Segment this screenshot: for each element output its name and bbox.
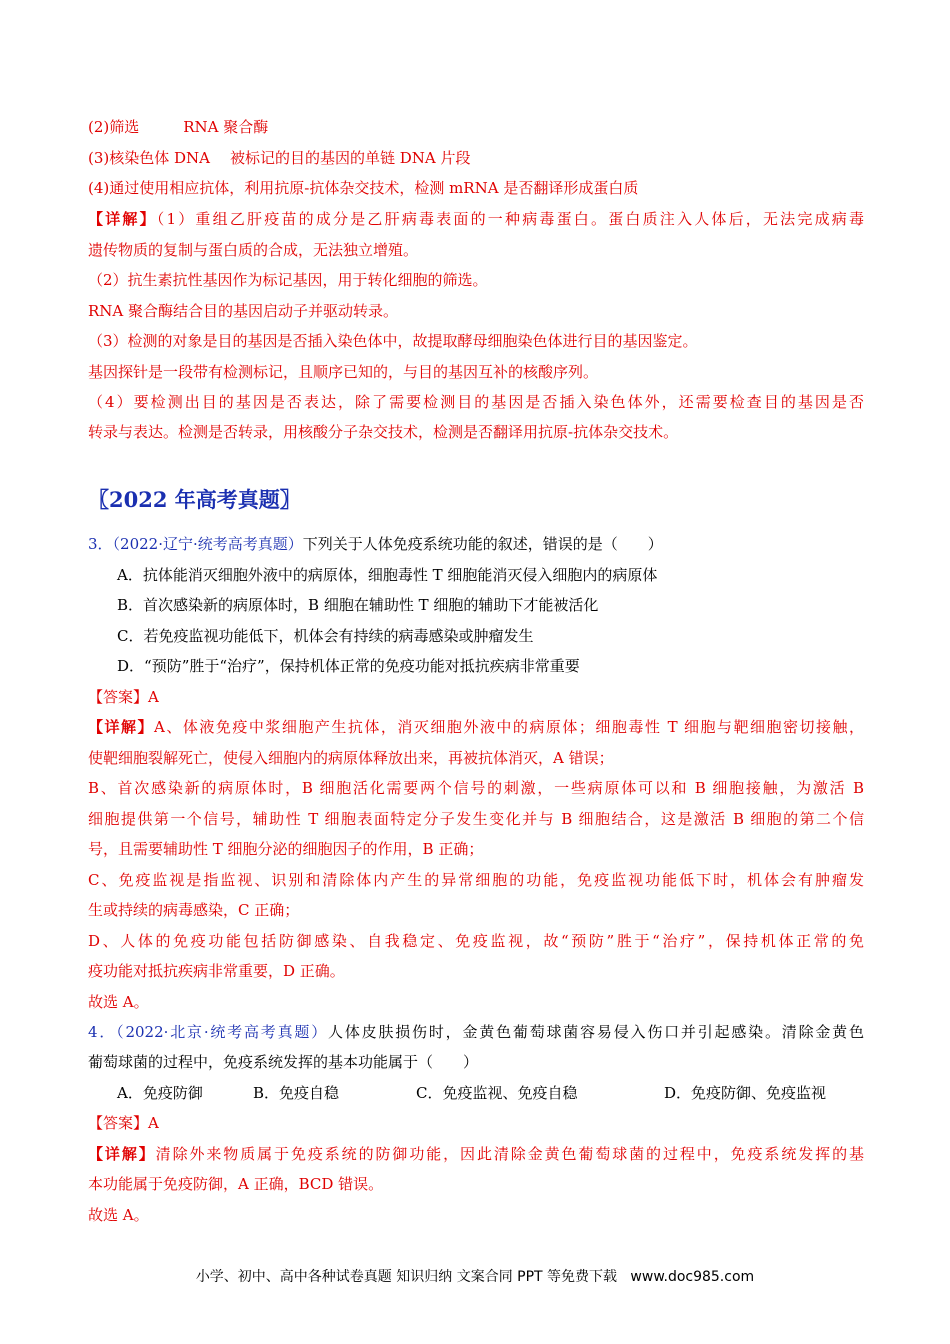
detail-line: （4）要检测出目的基因是否表达，除了需要检测目的基因是否插入染色体外，还需要检查目的基因是否: [88, 393, 864, 411]
detail-line: （3）检测的对象是目的基因是否插入染色体中，故提取酵母细胞染色体进行目的基因鉴定。: [88, 332, 698, 350]
detail-line: 基因探针是一段带有检测标记，且顺序已知的，与目的基因互补的核酸序列。: [88, 363, 599, 381]
detail-line: D、人体的免疫功能包括防御感染、自我稳定、免疫监视，故“预防”胜于“治疗”，保持机体正常的免: [88, 932, 864, 950]
detail-line: 【详解】（1）重组乙肝疫苗的成分是乙肝病毒表面的一种病毒蛋白。蛋白质注入人体后，无法完成病毒: [88, 210, 864, 228]
answer-text: RNA 聚合酶: [183, 118, 269, 136]
section-heading: 〖2022 年高考真题〗: [88, 487, 301, 512]
detail-line: 本功能属于免疫防御，A 正确，BCD 错误。: [88, 1175, 384, 1193]
question-source: （2022·北京·统考高考真题）: [116, 1023, 329, 1041]
answer-number: (2)筛选: [88, 118, 140, 136]
detail-line: 使靶细胞裂解死亡，使侵入细胞内的病原体释放出来，再被抗体消灭，A 错误；: [88, 749, 614, 767]
option-a: A．免疫防御: [117, 1084, 203, 1102]
answer-line-4: (4)通过使用相应抗体，利用抗原-抗体杂交技术，检测 mRNA 是否翻译形成蛋白质: [88, 179, 639, 197]
question-number: 4．: [88, 1023, 117, 1041]
option-d: D．“预防”胜于“治疗”，保持机体正常的免疫功能对抵抗疾病非常重要: [117, 657, 580, 675]
footer-text: 小学、初中、高中各种试卷真题 知识归纳 文案合同 PPT 等免费下载: [195, 1269, 618, 1285]
option-b: B．首次感染新的病原体时，B 细胞在辅助性 T 细胞的辅助下才能被活化: [117, 596, 599, 614]
answer-text: 被标记的目的基因的单链 DNA 片段: [230, 149, 471, 167]
detail-line: 生或持续的病毒感染，C 正确；: [88, 901, 300, 919]
option-c: C．免疫监视、免疫自稳: [416, 1084, 578, 1102]
question-number: 3．: [88, 535, 113, 553]
question-3-stem: [88, 534, 864, 554]
page-footer: [0, 1268, 950, 1286]
question-text: 下列关于人体免疫系统功能的叙述，错误的是（ ）: [302, 535, 663, 553]
detail-tag: 【详解】: [88, 210, 157, 228]
question-source: （2022·辽宁·统考高考真题）: [112, 535, 303, 553]
detail-line: B、首次感染新的病原体时，B 细胞活化需要两个信号的刺激，一些病原体可以和 B 细胞接触，为激活 B: [88, 779, 864, 797]
answer-label: 【答案】A: [88, 1114, 159, 1132]
option-a: A．抗体能消灭细胞外液中的病原体，细胞毒性 T 细胞能消灭侵入细胞内的病原体: [117, 566, 658, 584]
detail-line: 【详解】A、体液免疫中浆细胞产生抗体，消灭细胞外液中的病原体；细胞毒性 T 细胞与靶细胞密切接触，: [88, 718, 864, 736]
answer-line-2: [88, 117, 864, 137]
detail-tag: 【详解】: [88, 718, 155, 736]
option-d: D．免疫防御、免疫监视: [664, 1084, 827, 1102]
detail-line: 号，且需要辅助性 T 细胞分泌的细胞因子的作用，B 正确；: [88, 840, 484, 858]
detail-line: C、免疫监视是指监视、识别和清除体内产生的异常细胞的功能，免疫监视功能低下时，机体会有肿瘤发: [88, 871, 864, 889]
footer-link[interactable]: www.doc985.com: [630, 1269, 755, 1285]
conclusion: 故选 A。: [88, 993, 149, 1011]
detail-line: 遗传物质的复制与蛋白质的合成，无法独立增殖。: [88, 241, 419, 259]
detail-line: RNA 聚合酶结合目的基因启动子并驱动转录。: [88, 302, 399, 320]
question-4-stem-cont: 葡萄球菌的过程中，免疫系统发挥的基本功能属于（ ）: [88, 1053, 479, 1071]
option-c: C．若免疫监视功能低下，机体会有持续的病毒感染或肿瘤发生: [117, 627, 534, 645]
detail-line: 【详解】清除外来物质属于免疫系统的防御功能，因此清除金黄色葡萄球菌的过程中，免疫系统发挥的基: [88, 1145, 864, 1163]
detail-tag: 【详解】: [88, 1145, 156, 1163]
answer-line-3: [88, 148, 864, 168]
detail-line: 细胞提供第一个信号，辅助性 T 细胞表面特定分子发生变化并与 B 细胞结合，这是激活 B 细胞的第二个信: [88, 810, 864, 828]
answer-label: 【答案】A: [88, 688, 159, 706]
question-4-stem: [88, 1022, 864, 1042]
detail-line: 疫功能对抵抗疾病非常重要，D 正确。: [88, 962, 345, 980]
question-text: 人体皮肤损伤时，金黄色葡萄球菌容易侵入伤口并引起感染。清除金黄色: [328, 1023, 864, 1041]
conclusion: 故选 A。: [88, 1206, 149, 1224]
option-b: B．免疫自稳: [253, 1084, 340, 1102]
detail-line: 转录与表达。检测是否转录，用核酸分子杂交技术，检测是否翻译用抗原-抗体杂交技术。: [88, 423, 679, 441]
detail-line: （2）抗生素抗性基因作为标记基因，用于转化细胞的筛选。: [88, 271, 488, 289]
answer-number: (3)核染色体 DNA: [88, 149, 210, 167]
